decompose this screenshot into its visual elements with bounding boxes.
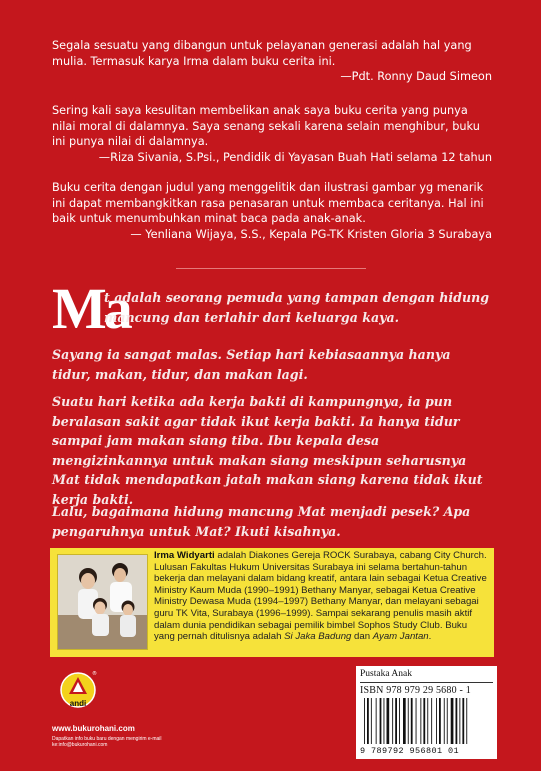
endorsement-3 (52, 180, 492, 242)
story-paragraph-4: Lalu, bagaimana hidung mancung Mat menjadi pesek? Apa pengaruhnya untuk Mat? Ikuti kisahnya. (52, 504, 471, 539)
endorsement-author: —Pdt. Ronny Daud Simeon (340, 70, 492, 83)
barcode-bar (384, 698, 385, 744)
svg-text:®: ® (92, 671, 97, 677)
isbn-box (356, 666, 497, 759)
barcode-bar (387, 698, 390, 744)
barcode-digits: 9 789792 956801 01 (360, 746, 460, 756)
publisher-logo-text: andi (69, 699, 87, 708)
barcode-bar (447, 698, 448, 744)
barcode-bar (427, 698, 428, 744)
author-book-title: Ayam Jantan (372, 631, 429, 643)
story-line: mancung dan terlahir dari keluarga kaya. (104, 309, 400, 325)
barcode-bar (416, 698, 417, 744)
barcode-bar (466, 698, 467, 744)
barcode-bar (431, 698, 432, 744)
book-category: Pustaka Anak (360, 669, 412, 679)
author-family-photo (58, 555, 148, 650)
isbn-number: ISBN 978 979 29 5680 - 1 (360, 685, 471, 696)
author-book-title: Si Jaka Badung (284, 631, 352, 643)
barcode-bar (376, 698, 377, 744)
endorsement-quote: Sering kali saya kesulitan membelikan anak saya buku cerita yang punya nilai moral di dalamnya. Saya senang sekali karena selain menghibur, buku ini punya nilai di dalamnya. (52, 104, 480, 148)
story-paragraph-1 (52, 288, 492, 327)
barcode-bar (367, 698, 369, 744)
barcode-bar (420, 698, 421, 744)
barcode-bar (459, 698, 460, 744)
barcode-bar (444, 698, 445, 744)
barcode-bar (439, 698, 441, 744)
endorsement-author: — Yenliana Wijaya, S.S., Kepala PG-TK Kristen Gloria 3 Surabaya (130, 227, 492, 241)
barcode-bar (411, 698, 413, 744)
endorsement-quote: Buku cerita dengan judul yang menggelitik dan ilustrasi gambar yg menarik ini dapat membangkitkan rasa penasaran untuk membaca ceritanya. Hal ini baik untuk menumbuhkan minat baca pada anak-anak. (52, 181, 484, 225)
barcode-bar (364, 698, 365, 744)
author-bio-text: adalah Diakones Gereja ROCK Surabaya, cabang City Church. Lulusan Fakultas Hukum Universitas Surabaya ini selama bertahun-tahun bekerja dan melayani dalam bidang kreatif, antara lain sebagai Ketua Creative Ministry Kaum Muda (1990–1991) Bethany Manyar, sebagai Ketua Creative Ministry Dewasa Muda (1994–1997) Bethany Manyar, dan melayani sebagai guru TK Vita, Surabaya (1996–1999). Sampai sekarang penulis masih aktif dalam dunia pendidikan sebagai pemilik bimbel Sophos Study Club. Buku yang pernah ditulisnya adalah (154, 550, 487, 643)
barcode-icon (364, 698, 490, 744)
isbn-divider (360, 682, 493, 683)
barcode-bar (403, 698, 406, 744)
endorsement-2 (52, 103, 492, 165)
author-bio (154, 550, 490, 643)
author-photo (57, 554, 148, 650)
story-line: t adalah seorang pemuda yang tampan dengan hidung (104, 290, 490, 305)
story-paragraph-2: Sayang ia sangat malas. Setiap hari kebiasaannya hanya tidur, makan, tidur, dan makan lagi. (52, 347, 451, 382)
barcode-bar (399, 698, 400, 744)
barcode-bar (456, 698, 458, 744)
author-bio-text: dan (351, 631, 373, 643)
story-paragraph-3: Suatu hari ketika ada kerja bakti di kampungnya, ia pun beralasan sakit agar tidak ikut kerja bakti. Ia hanya tidur sampai jam makan siang tiba. Ibu kepala desa mengizinkannya untuk makan siang meskipun seharusnya Mat tidak mendapatkan jatah makan siang karena tidak ikut kerja bakti. (52, 394, 483, 507)
publisher-logo (58, 670, 98, 720)
barcode-bar (395, 698, 397, 744)
section-divider (176, 268, 366, 269)
barcode-bar (371, 698, 372, 744)
author-bio-text: . (428, 631, 432, 643)
barcode-bar (408, 698, 409, 744)
drop-cap: Ma (52, 276, 130, 341)
andi-logo-icon (58, 670, 98, 720)
endorsement-quote: Segala sesuatu yang dibangun untuk pelayanan generasi adalah hal yang mulia. Termasuk karya Irma dalam buku cerita ini. (52, 39, 472, 68)
barcode-bar (392, 698, 393, 744)
publisher-website-note: Dapatkan info buku baru dengan mengirim e-mail ke:info@bukurohani.com (52, 736, 162, 748)
barcode-bar (423, 698, 425, 744)
barcode-bar (462, 698, 464, 744)
publisher-website[interactable]: www.bukurohani.com (52, 724, 135, 733)
author-name: Irma Widyarti (154, 550, 215, 561)
barcode-bar (380, 698, 382, 744)
barcode-bar (451, 698, 454, 744)
endorsement-1 (52, 38, 492, 85)
barcode-bar (436, 698, 437, 744)
endorsement-author: —Riza Sivania, S.Psi., Pendidik di Yayasan Buah Hati selama 12 tahun (98, 150, 492, 164)
